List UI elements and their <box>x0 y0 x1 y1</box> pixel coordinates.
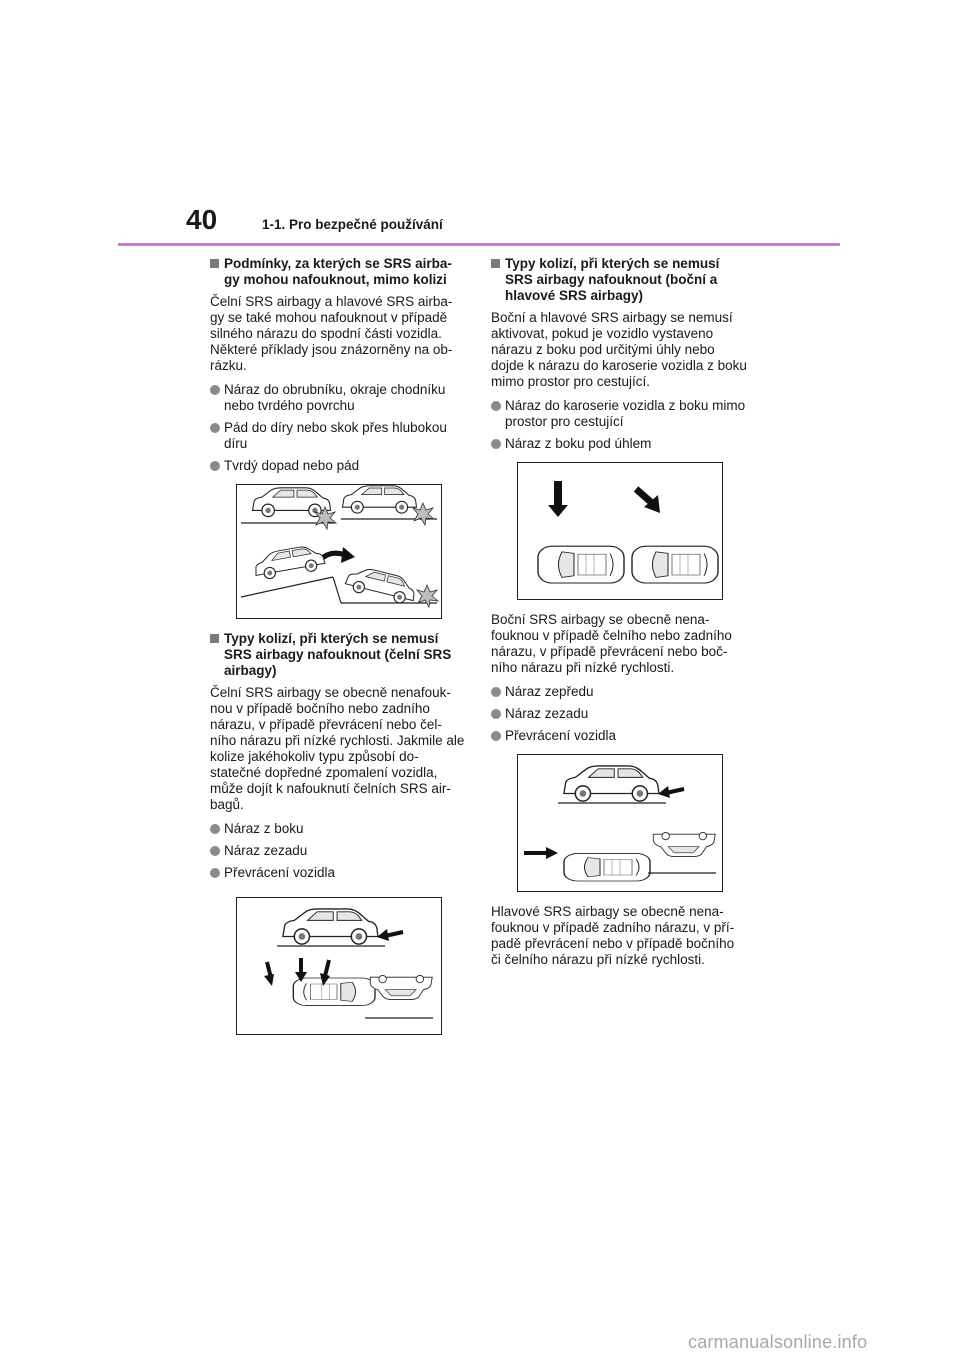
figure-non-collision <box>236 484 442 619</box>
bullet-angled-side: Náraz z boku pod úhlem <box>491 436 747 452</box>
para-curtain-general: Hlavové SRS airbagy se obecně nena-fouknou v případě zadního nárazu, v pří-padě převrácení nebo v případě bočního či čelního nárazu při nízké rychlosti. <box>491 904 735 967</box>
para-non-collision: Čelní SRS airbagy a hlavové SRS airba-gy se také mohou nafouknout v případě silného nárazu do spodní části vozidla. Některé příklady jsou znázorněny na ob-rázku. <box>210 294 453 373</box>
bullet-rear-impact-right: Náraz zezadu <box>491 706 747 722</box>
bullet-hole: Pád do díry nebo skok přes hlubokou díru <box>210 420 466 452</box>
para-side-no-deploy: Boční a hlavové SRS airbagy se nemusí aktivovat, pokud je vozidlo vystaveno nárazu z boku pod určitými úhly nebo dojde k nárazu do karoserie vozidla z boku mimo prostor pro cestující. <box>491 310 747 389</box>
heading-side-no-deploy: Typy kolizí, při kterých se nemusí SRS airbagy nafouknout (boční a hlavové SRS airbagy) <box>491 256 747 304</box>
para-side-general: Boční SRS airbagy se obecně nena-fouknou v případě čelního nebo zadního nárazu, v případě převrácení nebo boč-ního nárazu při nízké rychlosti. <box>491 612 732 675</box>
header-rule <box>118 243 840 246</box>
page-number: 40 <box>186 204 218 235</box>
heading-non-collision: Podmínky, za kterých se SRS airba-gy mohou nafouknout, mimo kolizi <box>210 256 466 288</box>
bullet-rollover: Převrácení vozidla <box>210 865 466 881</box>
left-column <box>210 256 466 1047</box>
figure-frontal-no-deploy <box>236 897 442 1035</box>
bullet-hard-landing: Tvrdý dopad nebo pád <box>210 458 466 474</box>
section-title: 1-1. Pro bezpečné používání <box>262 217 443 232</box>
right-column <box>491 256 747 976</box>
figure-side-no-deploy <box>517 462 723 600</box>
para-frontal-no-deploy: Čelní SRS airbagy se obecně nenafouk-nou v případě bočního nebo zadního nárazu, v případě převrácení nebo čel-ního nárazu při nízké rychlosti. Jakmile ale kolize jakéhokoliv typu způsobí do-statečné dopředné zpomalení vozidla, může dojít k nafouknutí čelních SRS air-bagů. <box>210 685 465 812</box>
bullet-rollover-right: Převrácení vozidla <box>491 728 747 744</box>
bullet-front-impact: Náraz zepředu <box>491 684 747 700</box>
bullet-side-impact: Náraz z boku <box>210 821 466 837</box>
heading-frontal-no-deploy: Typy kolizí, při kterých se nemusí SRS airbagy nafouknout (čelní SRS airbagy) <box>210 631 466 679</box>
bullet-side-outside-cabin: Náraz do karoserie vozidla z boku mimo prostor pro cestující <box>491 398 747 430</box>
watermark: carmanualsonline.info <box>688 1332 868 1352</box>
bullet-curb: Náraz do obrubníku, okraje chodníku nebo tvrdého povrchu <box>210 382 466 414</box>
bullet-rear-impact: Náraz zezadu <box>210 843 466 859</box>
figure-side-general <box>517 754 723 892</box>
